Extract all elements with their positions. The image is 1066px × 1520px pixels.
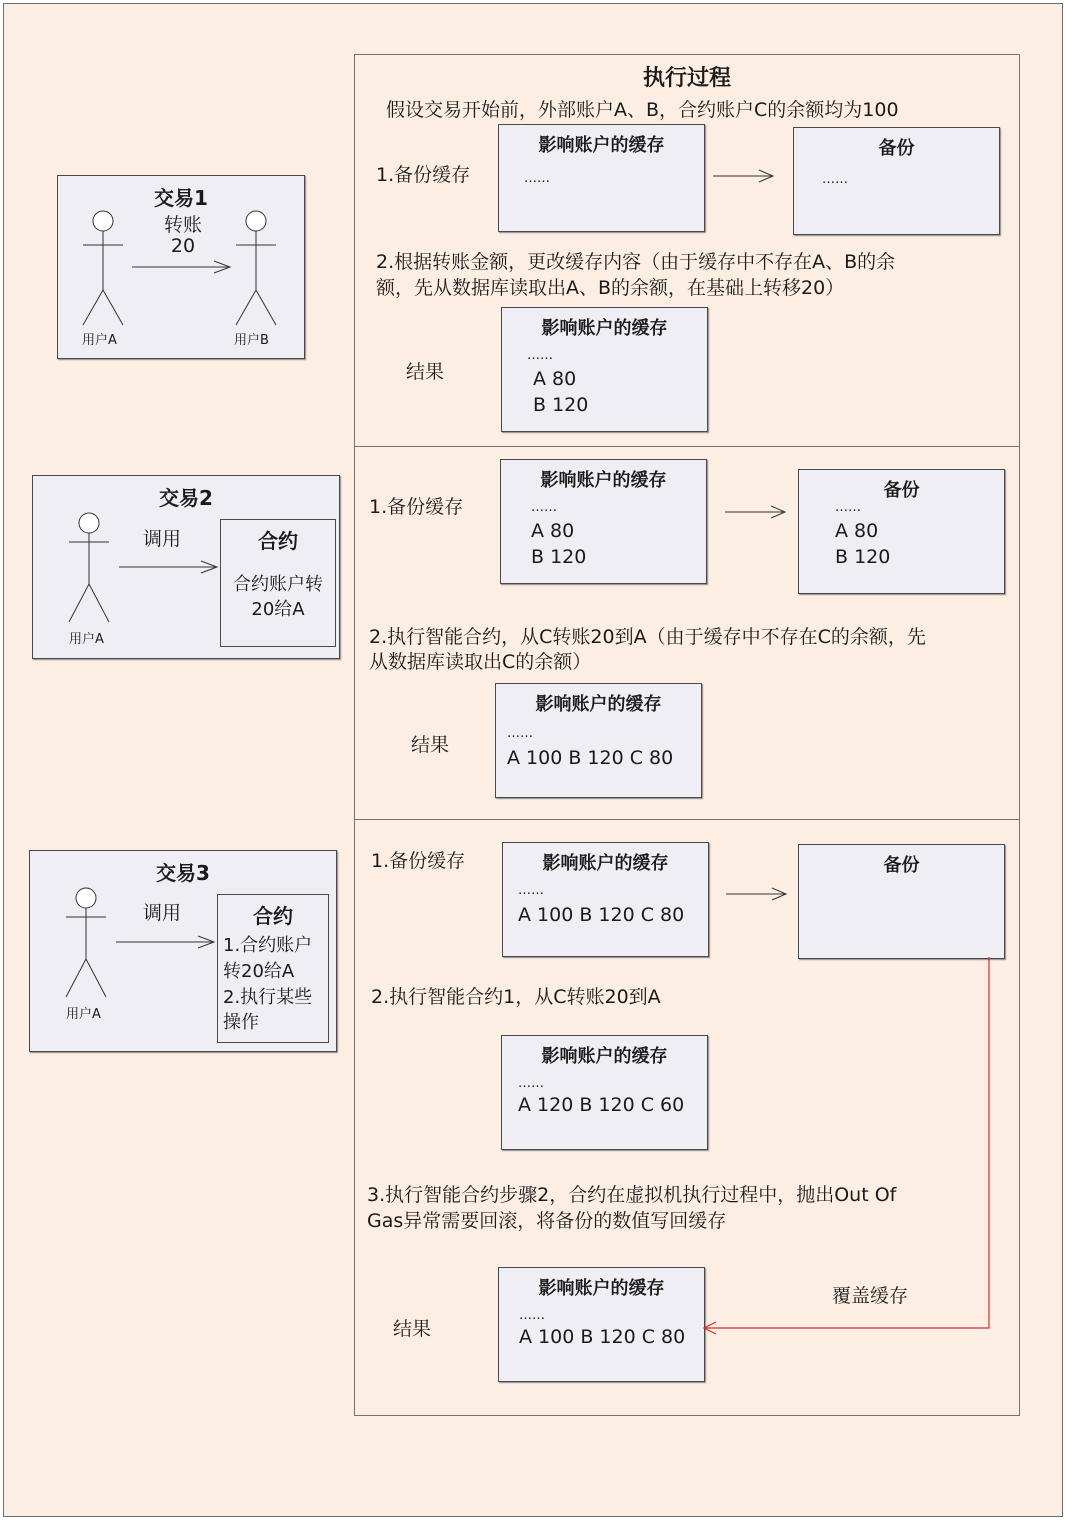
result-label: 结果 [393,1318,432,1340]
cache-box [500,459,707,584]
backup-body: …… [822,172,848,187]
user-b-actor-icon [233,208,279,326]
step2-label: 2.执行智能合约1，从C转账20到A [371,986,661,1008]
step1-label: 1.备份缓存 [371,850,466,872]
backup-box [798,844,1005,959]
backup-line-a: A 80 [835,520,879,542]
cache-line-a: A 80 [531,520,575,542]
transaction-3-title: 交易3 [156,861,210,885]
backup-title: 备份 [883,855,920,876]
result-cache-title: 影响账户的缓存 [541,318,668,339]
transaction-2-box [32,475,340,659]
mid-cache-title: 影响账户的缓存 [541,1046,668,1067]
process-title: 执行过程 [642,66,731,91]
backup-title: 备份 [883,480,920,501]
backup-line-b: B 120 [835,546,891,568]
contract-step-line4: 操作 [223,1012,259,1033]
transaction-1-title: 交易1 [154,186,208,210]
call-arrow-icon [119,560,219,574]
step2-text-line2: 从数据库读取出C的余额） [369,651,592,673]
result-cache-box [495,683,702,798]
diagram-canvas [3,3,1063,1517]
step2-text-line1: 2.根据转账金额，更改缓存内容（由于缓存中不存在A、B的余 [376,251,896,273]
user-b-label: 用户B [234,333,269,348]
backup-arrow-icon [726,887,788,901]
assumption-text: 假设交易开始前，外部账户A、B，合约账户C的余额均为100 [386,99,899,121]
contract-box [217,894,329,1043]
result-cache-box [498,1267,705,1382]
user-a-actor-icon [80,208,126,326]
overwrite-cache-label: 覆盖缓存 [832,1285,909,1307]
result-line-b: B 120 [533,394,589,416]
rollback-arrow-icon [700,955,1000,1335]
step1-label: 1.备份缓存 [369,496,464,518]
transfer-label: 转账 [163,214,202,236]
cache-title: 影响账户的缓存 [538,135,665,156]
mid-cache-balances: A 120 B 120 C 60 [518,1094,685,1116]
cache-balances: A 100 B 120 C 80 [518,904,685,926]
cache-body: …… [524,171,550,186]
step2-text-line1: 2.执行智能合约，从C转账20到A（由于缓存中不存在C的余额，先 [369,626,926,648]
cache-box [498,124,705,232]
mid-cache-box [501,1035,708,1150]
result-label: 结果 [406,361,445,383]
contract-desc-line1: 合约账户转 [233,574,323,595]
step2-text-line2: 额，先从数据库读取出A、B的余额，在基础上转移20） [376,277,845,299]
cache-line-b: B 120 [531,546,587,568]
step1-label: 1.备份缓存 [376,164,471,186]
contract-title: 合约 [258,529,298,553]
user-a-label: 用户A [69,632,104,647]
user-a-actor-icon [66,510,112,624]
backup-arrow-icon [713,169,775,183]
cache-title: 影响账户的缓存 [540,470,667,491]
contract-step-line3: 2.执行某些 [223,987,313,1008]
call-label: 调用 [143,902,182,924]
user-a-actor-icon [63,885,109,999]
result-ellipsis: …… [507,726,533,741]
transfer-arrow-icon [132,260,232,274]
process-section-3 [354,819,1020,1416]
user-a-label: 用户A [82,333,117,348]
cache-ellipsis: …… [531,500,557,515]
result-balances: A 100 B 120 C 80 [507,747,674,769]
result-cache-title: 影响账户的缓存 [535,694,662,715]
process-section-2 [354,446,1020,822]
backup-arrow-icon [725,505,787,519]
contract-title: 合约 [253,904,293,928]
result-cache-box [501,307,708,432]
process-section-1 [354,54,1020,449]
result-ellipsis: …… [519,1308,545,1323]
backup-box [793,127,1000,235]
call-arrow-icon [116,935,216,949]
result-label: 结果 [411,734,450,756]
step3-text-line2: Gas异常需要回滚，将备份的数值写回缓存 [367,1210,727,1232]
transfer-amount: 20 [170,235,196,257]
result-ellipsis: …… [527,348,553,363]
contract-step-line2: 转20给A [223,961,295,982]
backup-box [798,469,1005,594]
result-cache-title: 影响账户的缓存 [538,1278,665,1299]
transaction-2-title: 交易2 [159,486,213,510]
transaction-1-box [57,175,305,359]
contract-box [220,519,336,647]
cache-box [502,842,709,957]
user-a-label: 用户A [66,1007,101,1022]
backup-title: 备份 [878,138,915,159]
cache-ellipsis: …… [518,883,544,898]
cache-title: 影响账户的缓存 [542,853,669,874]
contract-desc-line2: 20给A [251,599,305,620]
result-balances: A 100 B 120 C 80 [519,1326,686,1348]
contract-step-line1: 1.合约账户 [223,935,313,956]
backup-ellipsis: …… [835,500,861,515]
result-line-a: A 80 [533,368,577,390]
step3-text-line1: 3.执行智能合约步骤2，合约在虚拟机执行过程中，抛出Out Of [367,1184,897,1206]
call-label: 调用 [143,528,182,550]
transaction-3-box [29,850,337,1052]
mid-cache-ellipsis: …… [518,1076,544,1091]
